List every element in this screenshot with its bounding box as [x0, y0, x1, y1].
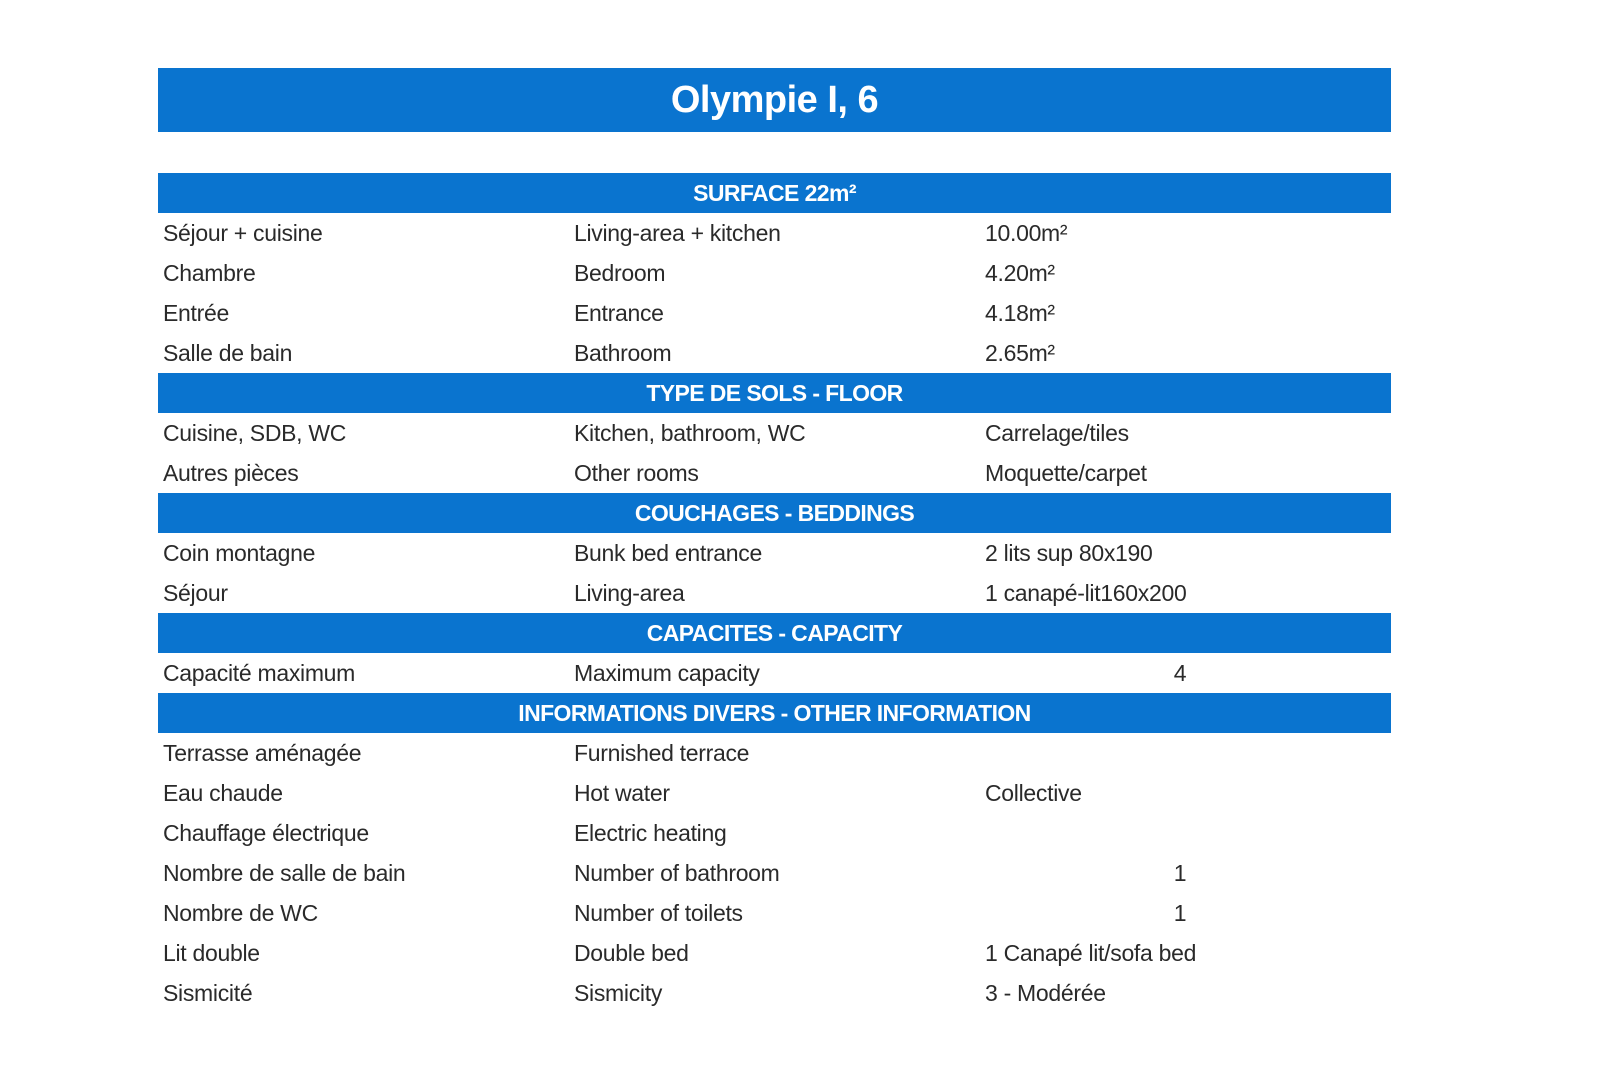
- label-fr: Séjour: [163, 579, 228, 606]
- label-en: Sismicity: [574, 979, 663, 1006]
- label-en: Living-area: [574, 579, 685, 606]
- section-header-capacity: CAPACITES - CAPACITY: [158, 613, 1391, 653]
- spacer: [158, 132, 1391, 173]
- value: 4: [1173, 659, 1187, 686]
- value: Carrelage/tiles: [985, 419, 1129, 446]
- label-en: Bedroom: [574, 259, 666, 286]
- label-fr: Nombre de WC: [163, 899, 318, 926]
- label-en: Double bed: [574, 939, 689, 966]
- label-en: Electric heating: [574, 819, 727, 846]
- table-row: [158, 413, 1391, 453]
- value: 2 lits sup 80x190: [985, 539, 1153, 566]
- section-header-other-information: INFORMATIONS DIVERS - OTHER INFORMATION: [158, 693, 1391, 733]
- table-row: [158, 733, 1391, 773]
- value: Collective: [985, 779, 1082, 806]
- value: Moquette/carpet: [985, 459, 1147, 486]
- section-header-floor: TYPE DE SOLS - FLOOR: [158, 373, 1391, 413]
- label-fr: Terrasse aménagée: [163, 739, 362, 766]
- label-fr: Lit double: [163, 939, 260, 966]
- value: 4.18m²: [985, 299, 1055, 326]
- value-cell: [980, 660, 1391, 687]
- table-row: [158, 973, 1391, 1013]
- value-cell: [980, 900, 1391, 927]
- label-fr: Eau chaude: [163, 779, 283, 806]
- table-row: [158, 893, 1391, 933]
- label-en: Number of toilets: [574, 899, 743, 926]
- table-row: [158, 213, 1391, 253]
- table-row: [158, 253, 1391, 293]
- label-en: Number of bathroom: [574, 859, 780, 886]
- label-fr: Cuisine, SDB, WC: [163, 419, 347, 446]
- label-fr: Chauffage électrique: [163, 819, 369, 846]
- label-en: Bathroom: [574, 339, 672, 366]
- label-fr: Capacité maximum: [163, 659, 356, 686]
- table-row: [158, 573, 1391, 613]
- label-en: Other rooms: [574, 459, 699, 486]
- value: 1 canapé-lit160x200: [985, 579, 1187, 606]
- page-title: Olympie I, 6: [158, 68, 1391, 132]
- table-row: [158, 453, 1391, 493]
- table-row: [158, 293, 1391, 333]
- value: 4.20m²: [985, 259, 1055, 286]
- section-header-surface: SURFACE 22m²: [158, 173, 1391, 213]
- label-en: Maximum capacity: [574, 659, 760, 686]
- label-fr: Séjour + cuisine: [163, 219, 323, 246]
- label-en: Kitchen, bathroom, WC: [574, 419, 806, 446]
- value-cell: [980, 860, 1391, 887]
- value: 2.65m²: [985, 339, 1055, 366]
- table-row: [158, 533, 1391, 573]
- label-en: Furnished terrace: [574, 739, 750, 766]
- label-fr: Chambre: [163, 259, 256, 286]
- table-row: [158, 773, 1391, 813]
- label-fr: Nombre de salle de bain: [163, 859, 406, 886]
- section-header-beddings: COUCHAGES - BEDDINGS: [158, 493, 1391, 533]
- label-fr: Salle de bain: [163, 339, 293, 366]
- table-row: [158, 813, 1391, 853]
- apartment-spec-sheet: [158, 68, 1391, 1013]
- label-en: Bunk bed entrance: [574, 539, 762, 566]
- table-row: [158, 853, 1391, 893]
- value: 1 Canapé lit/sofa bed: [985, 939, 1197, 966]
- label-en: Entrance: [574, 299, 664, 326]
- table-row: [158, 933, 1391, 973]
- table-row: [158, 653, 1391, 693]
- value: 1: [1173, 899, 1187, 926]
- value: 3 - Modérée: [985, 979, 1106, 1006]
- label-en: Living-area + kitchen: [574, 219, 781, 246]
- label-fr: Sismicité: [163, 979, 253, 1006]
- label-fr: Autres pièces: [163, 459, 299, 486]
- label-en: Hot water: [574, 779, 670, 806]
- value: 10.00m²: [985, 219, 1068, 246]
- label-fr: Entrée: [163, 299, 229, 326]
- label-fr: Coin montagne: [163, 539, 316, 566]
- value: 1: [1173, 859, 1187, 886]
- table-row: [158, 333, 1391, 373]
